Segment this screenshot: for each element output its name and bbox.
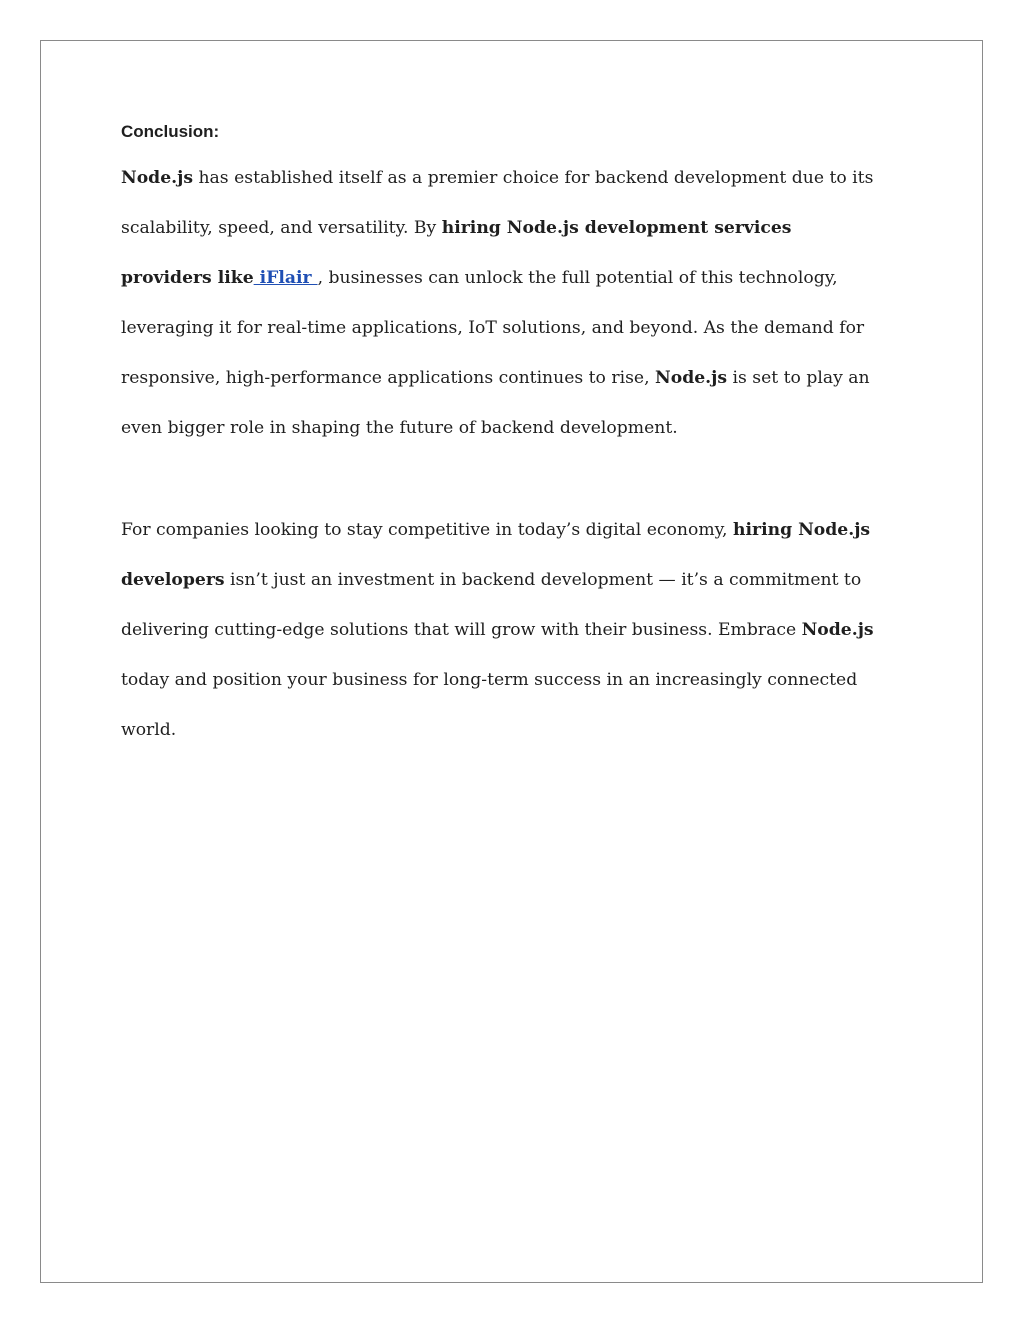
bold-text: hiring Node.js <box>732 520 871 540</box>
text-line <box>121 555 901 605</box>
text-line <box>121 505 901 555</box>
body-text: today and position your business for long-term success in an increasingly connected <box>121 670 858 690</box>
text-line <box>121 203 901 253</box>
text-line <box>121 605 901 655</box>
bold-text: providers like <box>121 268 254 288</box>
body-text: world. <box>121 720 177 740</box>
bold-text: Node.js <box>801 620 874 640</box>
section-heading: Conclusion: <box>121 122 220 141</box>
bold-text: Node.js <box>655 368 728 388</box>
bold-text: Node.js <box>121 168 194 188</box>
conclusion-paragraph-1 <box>121 153 901 453</box>
body-text: , businesses can unlock the full potential of this technology, <box>317 268 838 288</box>
bold-text: hiring Node.js development services <box>441 218 792 238</box>
text-line <box>121 253 901 303</box>
conclusion-paragraph-2 <box>121 505 901 755</box>
body-text: responsive, high-performance applications continues to rise, <box>121 368 656 388</box>
document-content <box>121 119 901 755</box>
text-line <box>121 403 901 453</box>
body-text: For companies looking to stay competitive in today’s digital economy, <box>121 520 733 540</box>
text-line <box>121 353 901 403</box>
body-text: is set to play an <box>727 368 870 388</box>
bold-text: developers <box>121 570 225 590</box>
text-line <box>121 303 901 353</box>
body-text: leveraging it for real-time applications, IoT solutions, and beyond. As the demand for <box>121 318 865 338</box>
text-line <box>121 705 901 755</box>
body-text: scalability, speed, and versatility. By <box>121 218 442 238</box>
body-text: delivering cutting-edge solutions that will grow with their business. Embrace <box>121 620 802 640</box>
body-text: has established itself as a premier choice for backend development due to its <box>193 168 874 188</box>
iflair-link[interactable]: iFlair <box>253 268 318 288</box>
text-line <box>121 655 901 705</box>
body-text: even bigger role in shaping the future of backend development. <box>121 418 678 438</box>
text-line <box>121 153 901 203</box>
body-text: isn’t just an investment in backend development — it’s a commitment to <box>224 570 862 590</box>
